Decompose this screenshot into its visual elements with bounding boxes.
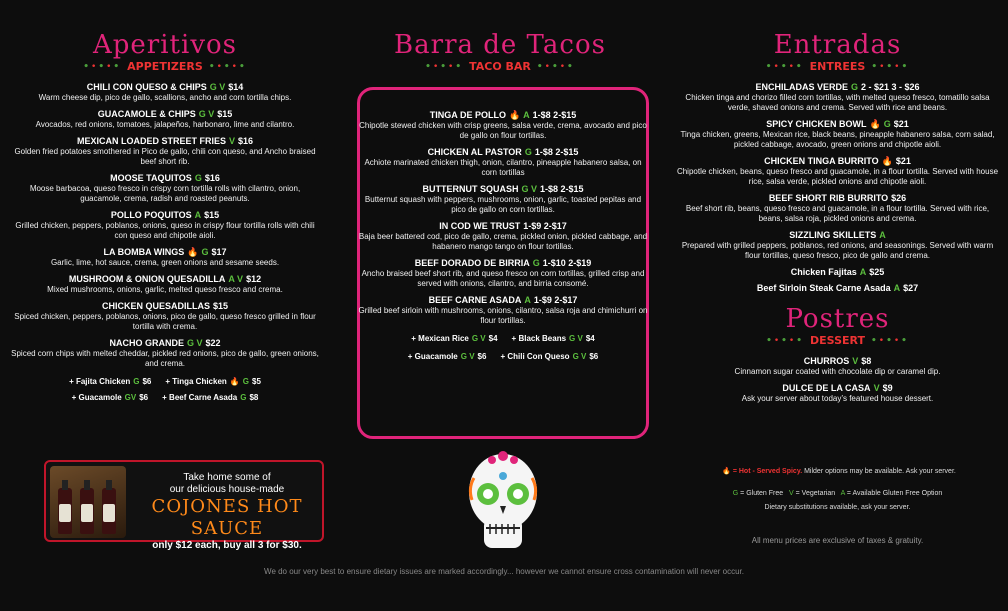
menu-item-header (675, 119, 1000, 130)
menu-item-desc: Garlic, lime, hot sauce, crema, green onions and sesame seeds. (50, 258, 280, 267)
aperitivos-list (10, 82, 320, 369)
diet-tags: G (194, 173, 202, 183)
addon-name: + Chili Con Queso (500, 352, 570, 361)
decor-dots: ••••• (83, 62, 122, 72)
menu-item-price: $17 (211, 247, 227, 257)
menu-item (357, 258, 649, 289)
promo-text (132, 472, 322, 552)
flame-icon: 🔥 (508, 110, 521, 120)
postres-subtitle-row (675, 334, 1000, 348)
legend-g: G (732, 490, 739, 497)
addon-name: + Beef Carne Asada (162, 393, 238, 402)
menu-item-header (10, 210, 320, 221)
addon-name: + Tinga Chicken (165, 377, 227, 386)
hot-sauce-promo (44, 460, 324, 551)
spicy-label: = Hot - Served Spicy. (732, 468, 803, 475)
menu-item-price: $22 (205, 338, 221, 348)
addon-item (500, 350, 598, 364)
menu-item-desc: Chipotle chicken, beans, queso fresco and guacamole, in a flour tortilla. Served with house rice, salsa verde, pickled onions and chipotle aioli. (676, 167, 999, 186)
menu-item-price: $16 (238, 136, 254, 146)
menu-item-name: DULCE DE LA CASA (782, 383, 871, 393)
bottle-icon (80, 488, 94, 534)
addon-name: + Guacamole (71, 393, 122, 402)
addon-price: $4 (585, 334, 595, 343)
tacos-title: Barra de Tacos (394, 30, 606, 60)
menu-item (357, 110, 649, 141)
menu-item-name: NACHO GRANDE (109, 338, 184, 348)
menu-item-price: 1-$9 2-$17 (533, 295, 578, 305)
diet-tags: A (879, 230, 886, 240)
skillets-list (675, 267, 1000, 294)
menu-item-price: $14 (228, 82, 244, 92)
menu-item-desc: Chipotle stewed chicken with crisp greens, salsa verde, crema, avocado and pico de gallo on flour tortillas. (359, 121, 647, 140)
tacos-list-wrap (357, 110, 649, 364)
menu-item-price: $12 (246, 274, 262, 284)
menu-item-desc: Beef short rib, beans, queso fresco and guacamole, in a flour tortilla. Served with rice, beans, salsa roja, pickled onions and crema. (685, 204, 990, 223)
addon-item (162, 391, 258, 405)
promo-line1: Take home some of (183, 472, 271, 483)
menu-item-name: SPICY CHICKEN BOWL (766, 119, 867, 129)
menu-item (10, 210, 320, 241)
addon-price: $4 (488, 334, 498, 343)
sugar-skull-icon (462, 448, 544, 558)
bottle-icon (58, 488, 72, 534)
menu-item-header (675, 383, 1000, 394)
diet-tags: A (893, 283, 901, 293)
menu-item-header (357, 110, 649, 121)
menu-item-desc: Warm cheese dip, pico de gallo, scallions, ancho and corn tortilla chips. (38, 93, 292, 102)
legend-v: V (789, 490, 794, 497)
menu-item-desc: Chicken tinga and chorizo filled corn tortillas, with melted queso fresco, tomatillo salsa verde, shaved onions and crema. Served with rice and beans. (685, 93, 990, 112)
menu-item-name: GUACAMOLE & CHIPS (97, 109, 196, 119)
menu-item (675, 119, 1000, 150)
diet-tags: G (242, 377, 249, 386)
sides-row (357, 350, 649, 364)
diet-tags: V (228, 136, 235, 146)
menu-item-name: TINGA DE POLLO (429, 110, 506, 120)
diet-tags: A (523, 110, 530, 120)
decor-dots: ••••• (871, 336, 909, 346)
menu-item-header (675, 356, 1000, 367)
menu-item-price: $16 (204, 173, 220, 183)
menu-item-name: CHICKEN TINGA BURRITO (764, 156, 879, 166)
menu-item-name: CHILI CON QUESO & CHIPS (86, 82, 207, 92)
postres-title: Postres (785, 304, 890, 334)
decor-dots: ••••• (765, 62, 804, 72)
menu-item (10, 173, 320, 204)
menu-item (357, 184, 649, 215)
skillet-name: Chicken Fajitas (790, 267, 857, 277)
diet-tags: G V (572, 352, 587, 361)
menu-item-price: $15 (204, 210, 220, 220)
addon-price: $6 (142, 377, 152, 386)
menu-item-name: BEEF SHORT RIB BURRITO (768, 193, 889, 203)
diet-tags: V (852, 356, 859, 366)
diet-tags: G V (471, 334, 486, 343)
menu-item-price: 2 - $21 3 - $26 (860, 82, 920, 92)
addon-price: $6 (139, 393, 149, 402)
menu-item-desc: Spiced chicken, peppers, poblanos, onions, pico de gallo, queso fresco grilled in flour tortilla with crema. (14, 312, 316, 331)
addon-price: $6 (589, 352, 599, 361)
menu-item (10, 136, 320, 167)
menu-item (675, 383, 1000, 404)
diet-tags: A (194, 210, 202, 220)
sides-row (357, 332, 649, 346)
aperitivos-subtitle: APPETIZERS (127, 60, 203, 73)
promo-line2: our delicious house-made (169, 484, 285, 495)
menu-item-header (10, 274, 320, 285)
postres-subtitle: DESSERT (810, 334, 865, 347)
menu-item-header (10, 136, 320, 147)
addon-item (72, 391, 149, 405)
decor-dots: ••••• (425, 62, 464, 72)
diet-tags: G (133, 377, 140, 386)
diet-tags: A V (228, 274, 244, 284)
diet-tags: G V (209, 82, 226, 92)
diet-tags: GV (124, 393, 137, 402)
menu-item-price: 1-$9 2-$17 (523, 221, 567, 231)
decor-dots: ••••• (536, 62, 575, 72)
diet-tags: V (873, 383, 880, 393)
menu-item-desc: Ancho braised beef short rib, and queso fresco on corn tortillas, grilled crisp and served with onions, cilantro, and birria consomé. (361, 269, 645, 288)
flame-icon: 🔥 (229, 377, 240, 386)
menu-item (10, 274, 320, 295)
diet-legend (675, 490, 1000, 497)
diet-tags: G (240, 393, 247, 402)
menu-item-price: $21 (895, 156, 911, 166)
flame-icon: 🔥 (869, 119, 881, 129)
menu-item-header (10, 173, 320, 184)
decor-dots: ••••• (766, 336, 804, 346)
addons-row (10, 375, 320, 389)
aperitivos-title: Aperitivos (93, 30, 237, 60)
menu-item-header (357, 184, 649, 195)
addon-item (411, 332, 497, 346)
addon-item (69, 375, 151, 389)
diet-tags: G (524, 147, 532, 157)
bottle-icon (102, 488, 116, 534)
menu-item-header (10, 109, 320, 120)
tacos-subtitle-row (345, 60, 655, 74)
subs-note: Dietary substitutions available, ask your server. (764, 504, 911, 511)
menu-item-desc: Achiote marinated chicken thigh, onion, cilantro, pineapple habanero salsa, on corn tortillas (364, 158, 642, 177)
menu-item (675, 82, 1000, 113)
flame-icon: 🔥 (722, 468, 731, 475)
addon-item (512, 332, 595, 346)
menu-item-desc: Prepared with grilled peppers, poblanos, red onions, and seasonings. Served with warm flour tortillas, queso fresco, pico de gallo and crema. (681, 241, 994, 260)
tax-note: All menu prices are exclusive of taxes & gratuity. (751, 536, 924, 545)
menu-item-header (357, 295, 649, 306)
menu-item-header (675, 230, 1000, 241)
menu-item (10, 247, 320, 268)
legend-a: A (840, 490, 845, 497)
menu-item-name: MEXICAN LOADED STREET FRIES (76, 136, 226, 146)
menu-item-desc: Avocados, red onions, tomatoes, jalapeños, harbonaro, lime and cilantro. (35, 120, 295, 129)
footer-disclaimer: We do our very best to ensure dietary issues are marked accordingly... however we cannot ensure cross contamination will never occur. (264, 567, 744, 576)
menu-item-name: CHURROS (803, 356, 850, 366)
skillet-price: $27 (903, 283, 919, 293)
legend-v-label: = Vegetarian (795, 490, 836, 497)
addon-item (408, 350, 487, 364)
addon-name: + Guacamole (407, 352, 458, 361)
aperitivos-subtitle-row (10, 60, 320, 74)
menu-item-price: $21 (893, 119, 909, 129)
menu-item (675, 356, 1000, 377)
legend-g-label: = Gluten Free (740, 490, 784, 497)
menu-item-desc: Ask your server about today’s featured house dessert. (741, 394, 934, 403)
menu-item-name: BEEF CARNE ASADA (428, 295, 522, 305)
menu-item-desc: Mixed mushrooms, onions, garlic, melted queso fresco and crema. (47, 285, 283, 294)
menu-item (357, 221, 649, 252)
menu-item-name: POLLO POQUITOS (110, 210, 192, 220)
diet-tags: G V (521, 184, 537, 194)
menu-item-header (357, 147, 649, 158)
diet-tags: G (532, 258, 540, 268)
menu-item-price: 1-$8 2-$15 (534, 147, 579, 157)
menu-item-price: $15 (212, 301, 229, 311)
menu-item-name: BEEF DORADO DE BIRRIA (414, 258, 530, 268)
addon-name: + Fajita Chicken (69, 377, 131, 386)
tacos-section (345, 30, 655, 82)
menu-item (675, 230, 1000, 261)
menu-item-header (357, 258, 649, 269)
menu-item-name: IN COD WE TRUST (439, 221, 521, 231)
decor-dots: ••••• (208, 62, 247, 72)
menu-item (10, 338, 320, 369)
menu-item-name: MUSHROOM & ONION QUESADILLA (68, 274, 226, 284)
addon-price: $5 (252, 377, 261, 386)
menu-item-desc: Spiced corn chips with melted cheddar, pickled red onions, pico de gallo, green onions, and crema. (11, 349, 319, 368)
aperitivos-section (10, 30, 320, 405)
entradas-subtitle-row (675, 60, 1000, 74)
diet-tags: G (883, 119, 891, 129)
menu-item-name: CHICKEN QUESADILLAS (101, 301, 210, 311)
skillet-price: $25 (869, 267, 885, 277)
menu-item-desc: Cinnamon sugar coated with chocolate dip or caramel dip. (734, 367, 941, 376)
menu-item-price: $8 (861, 356, 872, 366)
menu-item-header (10, 338, 320, 349)
menu-item-desc: Grilled chicken, peppers, poblanos, onions, queso in crispy flour tortilla rolls with chili con queso and chipotle aioli. (15, 221, 315, 240)
decor-dots: ••••• (871, 62, 910, 72)
menu-item-name: ENCHILADAS VERDE (755, 82, 848, 92)
menu-item (10, 82, 320, 103)
addon-item (165, 375, 261, 389)
menu-item-name: LA BOMBA WINGS (103, 247, 185, 257)
promo-brand: COJONES HOT SAUCE (151, 496, 303, 539)
menu-item-name: MOOSE TAQUITOS (110, 173, 192, 183)
menu-item-header (10, 82, 320, 93)
postres-list (675, 356, 1000, 404)
legend-a-label: = Available Gluten Free Option (846, 490, 943, 497)
flame-icon: 🔥 (881, 156, 893, 166)
diet-tags: G V (198, 109, 215, 119)
menu-item (357, 295, 649, 326)
skillet-name: Beef Sirloin Steak Carne Asada (756, 283, 891, 293)
addon-price: $8 (249, 393, 259, 402)
diet-tags: A (524, 295, 531, 305)
menu-item-header (10, 247, 320, 258)
addon-name: + Mexican Rice (411, 334, 469, 343)
diet-tags: A (859, 267, 867, 277)
menu-item-price: $9 (882, 383, 893, 393)
menu-item-name: CHICKEN AL PASTOR (427, 147, 522, 157)
menu-item-header (10, 301, 320, 312)
spicy-legend (675, 467, 1000, 475)
hot-sauce-bottles-image (50, 466, 126, 538)
menu-item-desc: Moose barbacoa, queso fresco in crispy corn tortilla rolls with cilantro, onion, guacamole, crema, radish and roasted peanuts. (29, 184, 301, 203)
menu-item-header (675, 193, 1000, 204)
menu-item (675, 193, 1000, 224)
entradas-subtitle: ENTREES (809, 60, 866, 73)
menu-item (675, 156, 1000, 187)
menu-item-price: $26 (891, 193, 907, 203)
menu-item-price: 1-$10 2-$19 (542, 258, 592, 268)
menu-item-header (675, 82, 1000, 93)
entradas-list (675, 82, 1000, 261)
menu-item-header (357, 221, 649, 232)
menu-item-name: BUTTERNUT SQUASH (422, 184, 519, 194)
addons-row (10, 391, 320, 405)
entradas-section (675, 30, 1000, 410)
menu-item-desc: Grilled beef sirloin with mushrooms, onions, cilantro, salsa roja and chimichurri on flour tortillas. (358, 306, 648, 325)
skillet-option (675, 283, 1000, 294)
addon-price: $6 (477, 352, 487, 361)
diet-tags: G V (569, 334, 583, 343)
menu-item-header (675, 156, 1000, 167)
menu-item-desc: Golden fried potatoes smothered in Pico de gallo, chili con queso, and Ancho braised beef short rib. (14, 147, 316, 166)
addon-name: + Black Beans (511, 334, 567, 343)
menu-item (357, 147, 649, 178)
tacos-list (357, 110, 649, 326)
skillet-option (675, 267, 1000, 278)
promo-deal: only $12 each, buy all 3 for $30. (152, 540, 302, 551)
menu-item-desc: Baja beer battered cod, pico de gallo, crema, pickled onion, pickled cabbage, and habanero mango tango on flour tortillas. (358, 232, 648, 251)
diet-tags: G (201, 247, 209, 257)
menu-item-name: SIZZLING SKILLETS (789, 230, 877, 240)
menu-item (10, 301, 320, 332)
menu-item-desc: Tinga chicken, greens, Mexican rice, black beans, pineapple habanero salsa, corn salad, pickled cabbage, avocado, green onions and chipotle aioli. (680, 130, 995, 149)
spicy-note: Milder options may be available. Ask your server. (804, 468, 956, 475)
diet-tags: G (850, 82, 858, 92)
diet-tags: G V (460, 352, 475, 361)
menu-item-price: 1-$8 2-$15 (539, 184, 584, 194)
menu-item-price: 1-$8 2-$15 (532, 110, 577, 120)
tacos-subtitle: TACO BAR (469, 60, 531, 73)
flame-icon: 🔥 (187, 247, 199, 257)
menu-item (10, 109, 320, 130)
menu-item-desc: Butternut squash with peppers, mushrooms, onion, garlic, toasted pepitas and pico de gallo on corn tortillas. (364, 195, 642, 214)
menu-item-price: $15 (217, 109, 233, 119)
entradas-title: Entradas (773, 30, 902, 60)
diet-tags: G V (186, 338, 203, 348)
